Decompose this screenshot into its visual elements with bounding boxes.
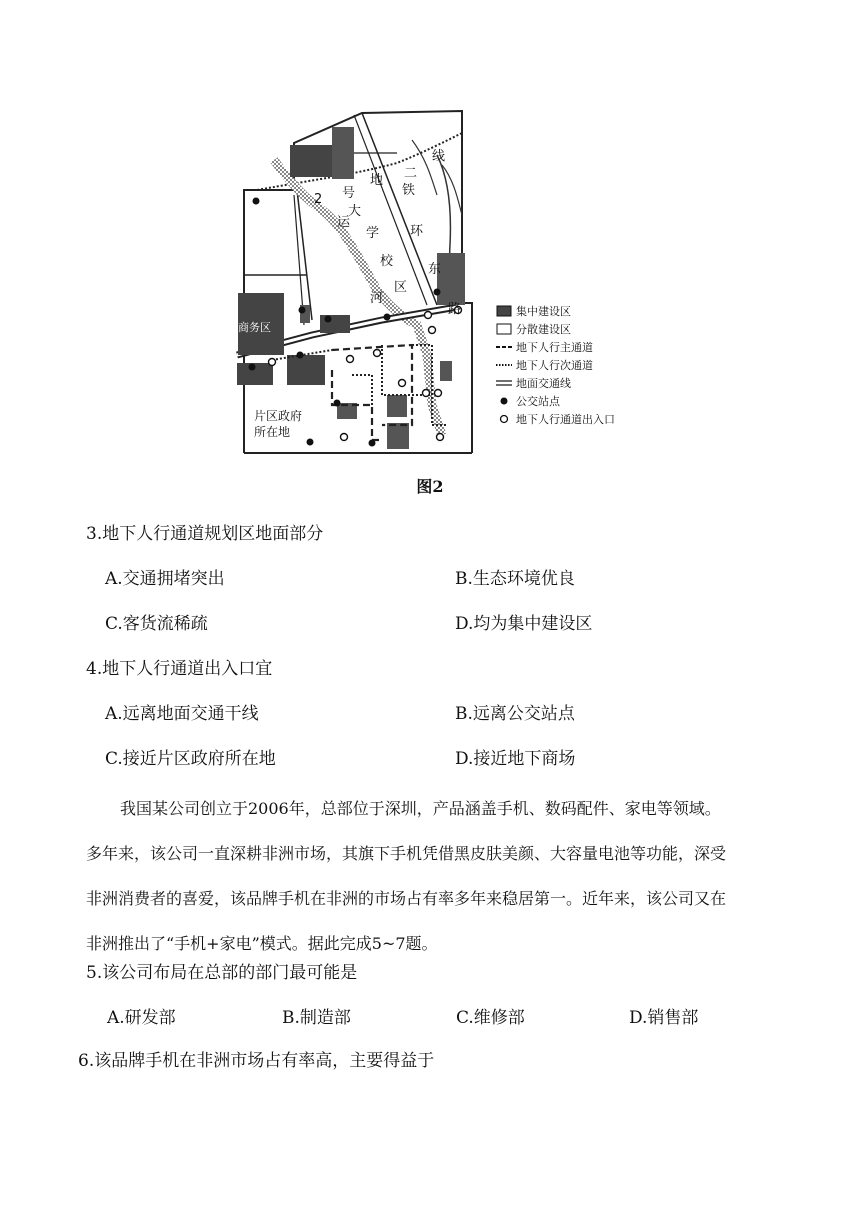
question-5-option-c: C.维修部 bbox=[456, 1008, 525, 1028]
map-label-er: 二 bbox=[404, 166, 418, 181]
map-label-hao: 号 bbox=[342, 186, 356, 201]
question-4-option-b: B.远离公交站点 bbox=[455, 704, 575, 724]
map-figure bbox=[232, 105, 652, 460]
map-label-qu: 区 bbox=[394, 280, 408, 295]
map-label-yun: 运 bbox=[337, 215, 351, 230]
map-label-lu: 路 bbox=[448, 302, 462, 317]
passage-line: 多年来，该公司一直深耕非洲市场，其旗下手机凭借黑皮肤美颜、大容量电池等功能，深受 bbox=[86, 844, 727, 863]
question-5-option-d: D.销售部 bbox=[629, 1008, 699, 1028]
map-label-dong: 东 bbox=[428, 262, 442, 277]
question-3-option-a: A.交通拥堵突出 bbox=[105, 569, 225, 589]
map-label-da: 大 bbox=[348, 204, 362, 219]
canal-river bbox=[274, 160, 442, 435]
question-5-stem: 5.该公司布局在总部的部门最可能是 bbox=[86, 963, 358, 983]
question-6-stem: 6.该品牌手机在非洲市场占有率高，主要得益于 bbox=[78, 1051, 435, 1071]
map-label-xue: 学 bbox=[366, 226, 380, 241]
legend-label-1: 分散建设区 bbox=[516, 323, 571, 336]
legend-label-5: 公交站点 bbox=[516, 395, 560, 408]
road-west bbox=[297, 190, 312, 320]
map-label-two: 2 bbox=[314, 192, 323, 207]
question-3-option-c: C.客货流稀疏 bbox=[105, 614, 208, 634]
map-label-gov-line1: 片区政府 bbox=[254, 409, 303, 423]
legend-symbol-filled-dot bbox=[501, 398, 508, 405]
question-4-stem: 4.地下人行通道出入口宜 bbox=[86, 659, 273, 679]
passage-line: 非洲推出了“手机+家电”模式。据此完成5~7题。 bbox=[86, 934, 438, 953]
legend-label-4: 地面交通线 bbox=[516, 377, 571, 390]
planning-map bbox=[232, 105, 652, 460]
question-4-option-d: D.接近地下商场 bbox=[455, 749, 576, 769]
question-4-option-c: C.接近片区政府所在地 bbox=[105, 749, 276, 769]
reading-passage bbox=[86, 786, 786, 966]
legend-symbol-empty-dot bbox=[501, 416, 508, 423]
legend-label-6: 地下人行通道出入口 bbox=[516, 413, 615, 426]
legend-symbol-empty-rect bbox=[497, 324, 511, 334]
question-5-option-a: A.研发部 bbox=[107, 1008, 176, 1028]
legend-label-2: 地下人行主通道 bbox=[516, 341, 593, 354]
map-legend bbox=[496, 304, 615, 426]
figure-caption: 图2 bbox=[416, 477, 444, 496]
legend-symbol-filled-rect bbox=[497, 306, 511, 316]
question-3-stem: 3.地下人行通道规划区地面部分 bbox=[86, 524, 324, 544]
map-label-gov-line2: 所在地 bbox=[254, 425, 291, 439]
passage-line: 我国某公司创立于2006年，总部位于深圳，产品涵盖手机、数码配件、家电等领域。 bbox=[120, 799, 721, 818]
map-label-he: 河 bbox=[370, 291, 384, 306]
question-4-option-a: A.远离地面交通干线 bbox=[105, 704, 259, 724]
question-5-option-b: B.制造部 bbox=[282, 1008, 351, 1028]
map-label-cbd: 商务区 bbox=[238, 321, 271, 334]
map-label-tie: 铁 bbox=[402, 183, 416, 198]
passage-line: 非洲消费者的喜爱，该品牌手机在非洲的市场占有率多年来稳居第一。近年来，该公司又在 bbox=[86, 889, 727, 908]
legend-label-0: 集中建设区 bbox=[516, 305, 571, 318]
map-label-di: 地 bbox=[370, 173, 384, 188]
legend-label-3: 地下人行次通道 bbox=[516, 359, 593, 372]
question-3-option-b: B.生态环境优良 bbox=[455, 569, 575, 589]
map-label-line: 线 bbox=[432, 149, 446, 164]
map-label-xiao: 校 bbox=[380, 254, 394, 269]
question-3-option-d: D.均为集中建设区 bbox=[455, 614, 593, 634]
map-label-huan: 环 bbox=[410, 224, 424, 239]
